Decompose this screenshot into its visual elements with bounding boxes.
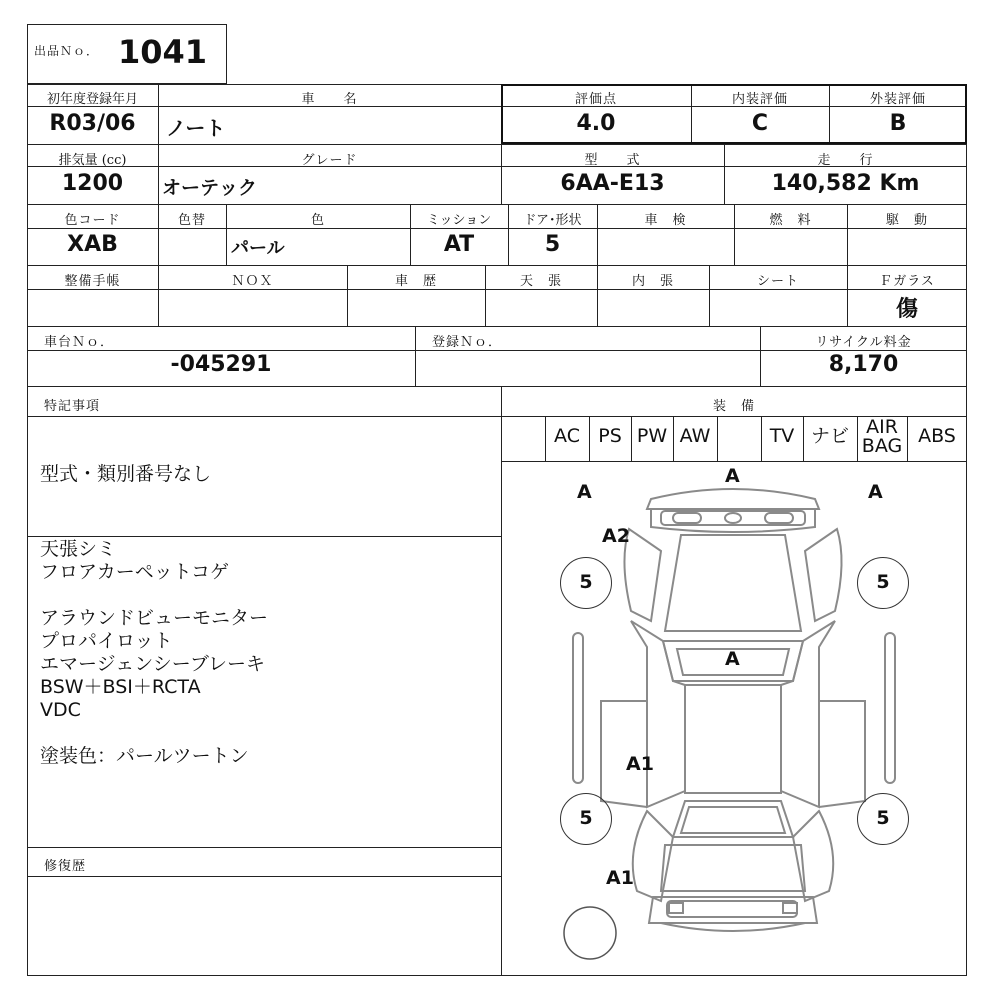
label-doors: ドア･形状 [523, 213, 582, 228]
grid-line [27, 416, 967, 417]
label-displacement: 排気量 (cc) [58, 153, 127, 168]
lot-number-label: 出品Ｎｏ． [34, 44, 100, 58]
chassis-number-value: -045291 [170, 352, 272, 377]
label-recycle-fee: リサイクル料金 [815, 335, 912, 350]
label-equipment: 装 備 [712, 399, 755, 414]
label-color: 色 [310, 213, 325, 228]
label-repair-history: 修復歴 [44, 859, 87, 874]
mark-front-right: A [868, 481, 883, 503]
grid-line [27, 289, 967, 290]
tire-front-left: 5 [560, 557, 612, 609]
front-glass-value: 傷 [895, 297, 918, 322]
grid-line [27, 386, 967, 387]
label-special-notes: 特記事項 [44, 399, 101, 414]
mark-left-side: A1 [626, 753, 654, 775]
mileage-value: 140,582 Km [771, 171, 920, 196]
score-value: 4.0 [576, 111, 616, 136]
grid-line [27, 350, 967, 351]
equipment-airbag: AIR BAG [861, 416, 903, 457]
grid-line [27, 265, 967, 266]
label-grade: グレード [301, 153, 358, 168]
interior-grade-value: C [751, 111, 769, 136]
equipment-blank-2 [717, 420, 761, 460]
label-model-code: 型 式 [584, 153, 641, 168]
grid-line [27, 204, 967, 205]
mark-front-bumper: A [725, 465, 740, 487]
label-drive: 駆 動 [885, 213, 928, 228]
car-name-value: ノート [166, 116, 226, 140]
equipment-ac: AC [554, 425, 580, 447]
mark-front-left: A [577, 481, 592, 503]
spare-tire-icon [564, 907, 616, 959]
label-color-code: 色コード [64, 213, 121, 228]
special-notes-block: 天張シミ フロアカーペットコゲ アラウンドビューモニター プロパイロット エマージェンシーブレーキ BSW＋BSI＋RCTA VDC 塗装色：パールツートン [40, 538, 269, 767]
grid-line [27, 847, 501, 848]
tire-rear-left: 5 [560, 793, 612, 845]
label-chassis-number: 車台Ｎｏ． [44, 335, 115, 350]
grid-line [27, 326, 967, 327]
model-code-value: 6AA-E13 [560, 171, 665, 196]
car-diagram [501, 461, 967, 976]
transmission-value: AT [443, 232, 475, 257]
label-vehicle-history: 車 歴 [394, 274, 437, 289]
equipment-pw: PW [636, 425, 668, 447]
equipment-blank-1 [501, 420, 545, 460]
displacement-value: 1200 [61, 171, 124, 196]
equipment-abs: ABS [918, 425, 956, 447]
grid-line [415, 326, 416, 386]
color-value: パール [231, 238, 285, 259]
equipment-aw: AW [679, 425, 711, 447]
label-maintenance-book: 整備手帳 [64, 274, 121, 289]
equipment-tv: TV [769, 425, 795, 447]
label-repaint: 色替 [177, 213, 206, 228]
label-nox: ＮＯＸ [231, 274, 274, 289]
label-seat: シート [756, 274, 799, 289]
label-mileage: 走 行 [817, 153, 874, 168]
label-car-name: 車 名 [301, 92, 358, 107]
label-transmission: ミッション [426, 213, 492, 228]
grid-line [27, 228, 967, 229]
label-exterior-grade: 外装評価 [869, 92, 926, 107]
equipment-ps: PS [598, 425, 622, 447]
grade-value: オーテック [162, 177, 258, 199]
first-registration-value: R03/06 [49, 111, 136, 136]
tire-front-right: 5 [857, 557, 909, 609]
label-interior-trim: 内 張 [631, 274, 674, 289]
color-code-value: XAB [67, 232, 118, 257]
mark-rear-left: A1 [606, 867, 634, 889]
exterior-grade-value: B [889, 111, 907, 136]
label-headliner: 天 張 [519, 274, 562, 289]
label-front-glass: Ｆガラス [879, 274, 935, 289]
special-note-line1: 型式・類別番号なし [40, 463, 212, 485]
label-first-registration: 初年度登録年月 [46, 92, 138, 107]
label-fuel: 燃 料 [769, 213, 812, 228]
label-registration-number: 登録Ｎｏ． [432, 335, 503, 350]
label-score: 評価点 [574, 92, 617, 107]
mark-hood-left: A2 [602, 525, 630, 547]
mark-roof: A [725, 648, 740, 670]
lot-number: 1041 [118, 33, 208, 71]
doors-value: 5 [544, 232, 561, 257]
recycle-fee-value: 8,170 [828, 352, 899, 377]
label-inspection: 車 検 [644, 213, 687, 228]
grid-line [27, 536, 501, 537]
label-interior-grade: 内装評価 [731, 92, 788, 107]
grid-line [27, 876, 501, 877]
tire-rear-right: 5 [857, 793, 909, 845]
grid-line [27, 144, 967, 145]
equipment-navi: ナビ [810, 425, 849, 447]
